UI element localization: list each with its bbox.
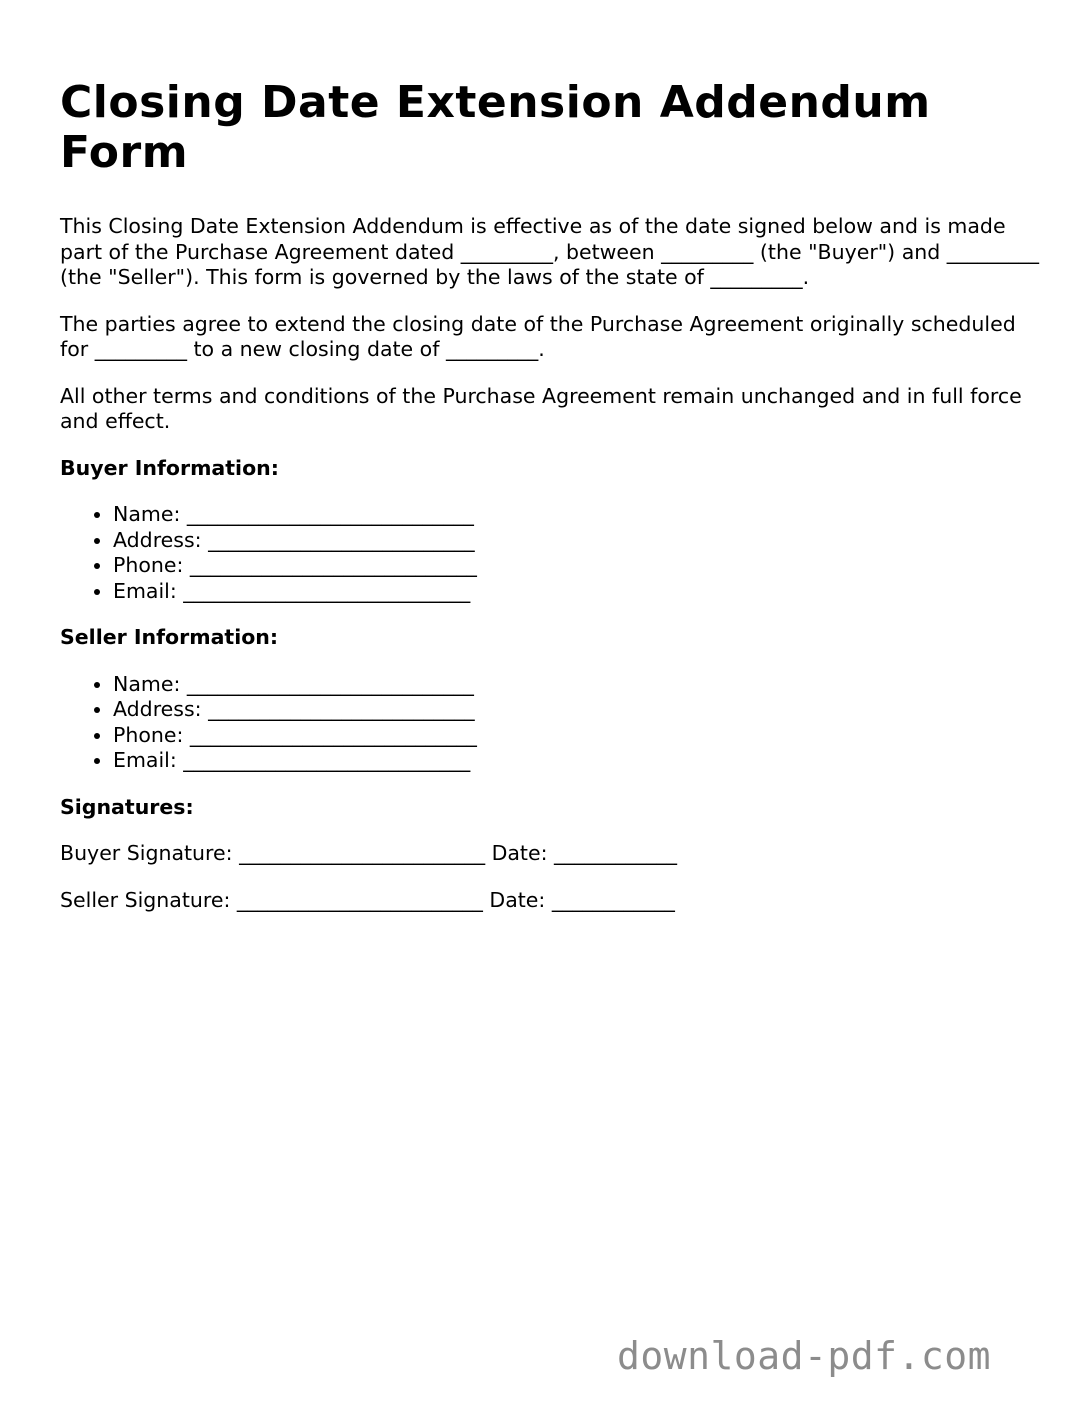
signatures-heading: Signatures: — [60, 794, 194, 819]
seller-email-field: • Email: ____________________________ — [113, 748, 1040, 774]
watermark: download-pdf.com — [617, 1334, 992, 1378]
buyer-name-field: • Name: ____________________________ — [113, 502, 1040, 528]
intro-paragraph: This Closing Date Extension Addendum is effective as of the date signed below and is made part of the Purchase Agreement dated _________, between _________ (the "Buyer") and _________ (the "Seller"). This form is governed by the laws of the state of _________. — [60, 214, 1040, 289]
document-title: Closing Date Extension Addendum Form — [60, 77, 931, 178]
seller-address-field: • Address: __________________________ — [113, 697, 1040, 723]
buyer-phone-field: • Phone: ____________________________ — [113, 553, 1040, 579]
seller-information-list — [60, 672, 1040, 774]
terms-paragraph: All other terms and conditions of the Purchase Agreement remain unchanged and in full force and effect. — [60, 383, 1022, 433]
seller-name-field: • Name: ____________________________ — [113, 672, 1040, 698]
buyer-email-field: • Email: ____________________________ — [113, 579, 1040, 605]
extension-paragraph: The parties agree to extend the closing date of the Purchase Agreement originally scheduled for _________ to a new closing date of _________. — [60, 311, 1016, 361]
buyer-address-field: • Address: __________________________ — [113, 528, 1040, 554]
seller-phone-field: • Phone: ____________________________ — [113, 723, 1040, 749]
seller-signature-line: Seller Signature: ________________________ Date: ____________ — [60, 887, 675, 912]
buyer-information-heading: Buyer Information: — [60, 455, 279, 480]
seller-information-heading: Seller Information: — [60, 625, 279, 649]
buyer-information-list — [60, 502, 1040, 604]
buyer-signature-line: Buyer Signature: ________________________ Date: ____________ — [60, 841, 678, 865]
document-page — [60, 78, 1040, 934]
